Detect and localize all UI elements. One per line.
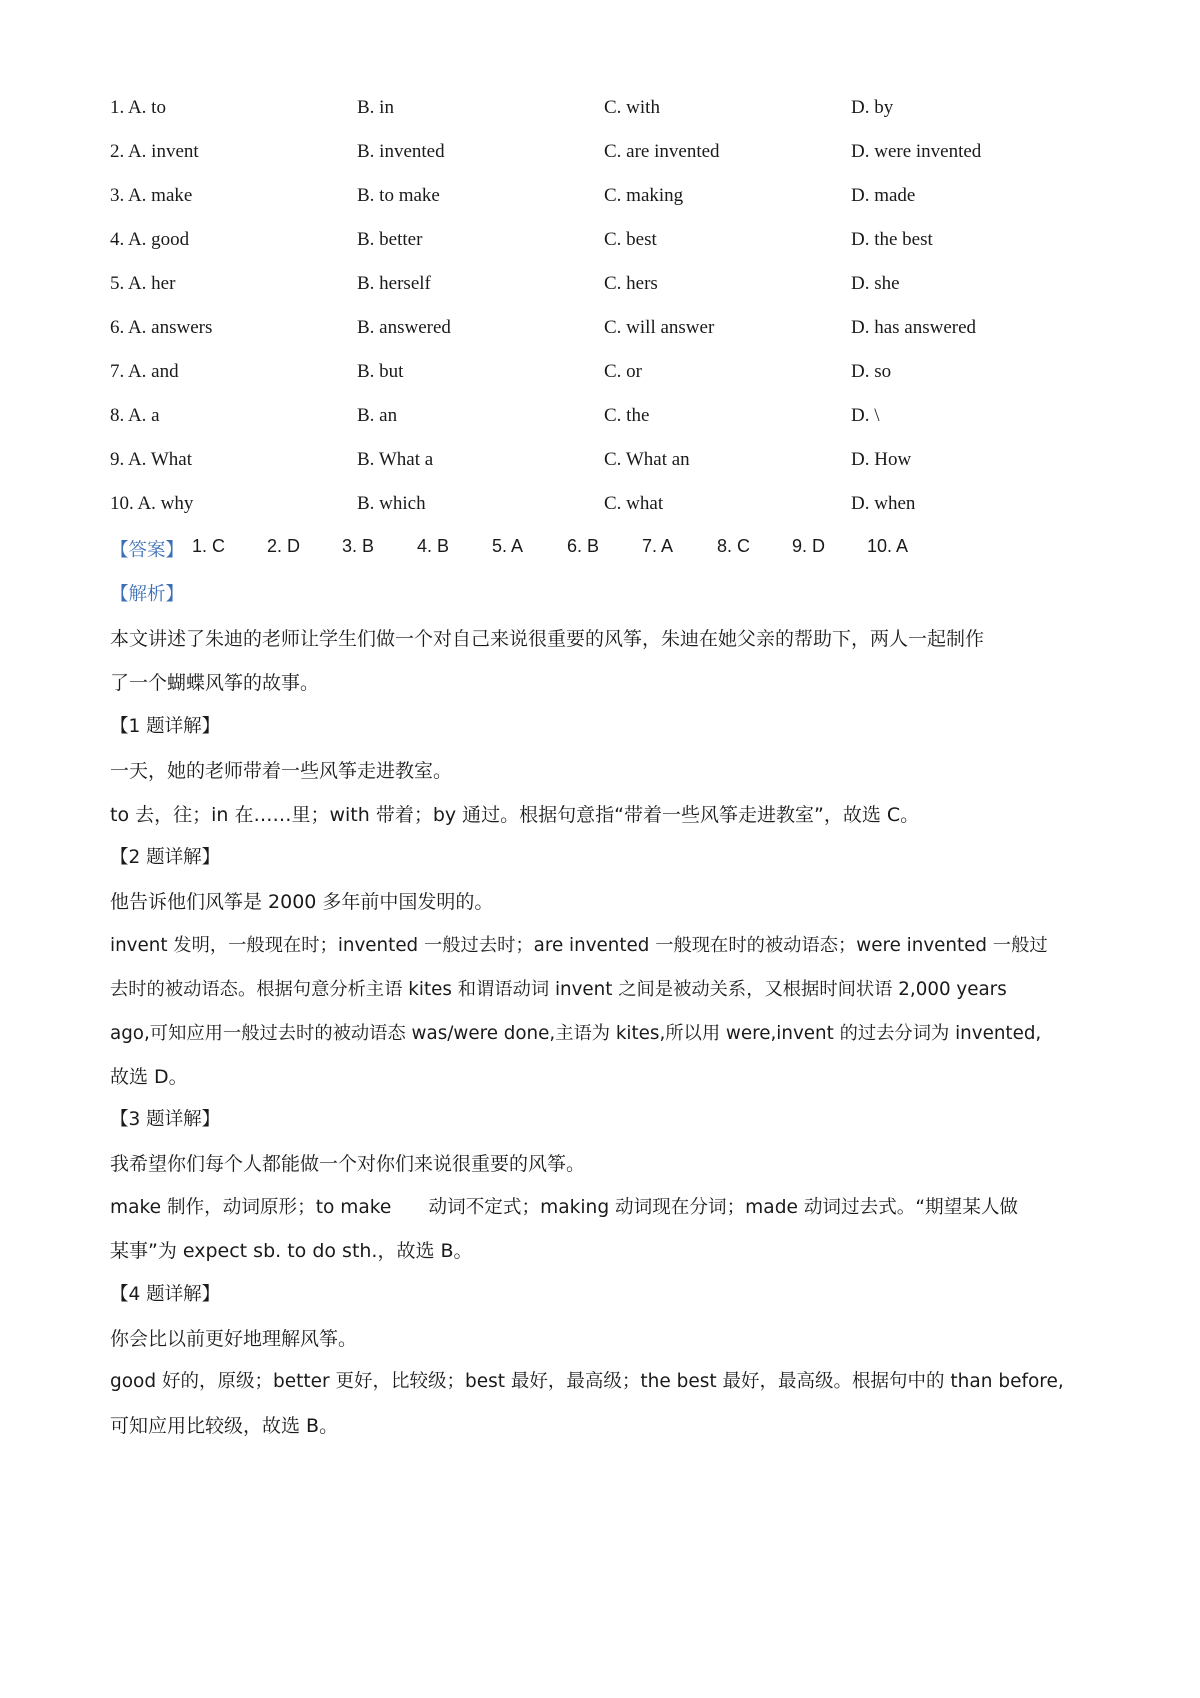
detail-heading: 【2 题详解】 (110, 847, 221, 868)
answer-item: 4. B (417, 536, 450, 556)
option-a: 4. A. good (110, 229, 190, 250)
option-d: D. has answered (851, 317, 977, 338)
option-a: 5. A. her (110, 273, 176, 294)
detail-line: good 好的，原级；better 更好，比较级；best 最好，最高级；the best 最好，最高级。根据句中的 than before, (110, 1371, 1064, 1392)
option-a: 6. A. answers (110, 317, 213, 338)
option-b: B. but (357, 361, 404, 382)
option-c: C. making (604, 185, 684, 206)
answer-item: 1. C (192, 536, 226, 556)
answer-item: 3. B (342, 536, 375, 556)
option-a: 3. A. make (110, 185, 193, 206)
option-b: B. which (357, 493, 426, 514)
detail-line: 他告诉他们风筝是 2000 多年前中国发明的。 (110, 891, 494, 913)
option-c: C. will answer (604, 317, 715, 338)
answer-item: 9. D (792, 536, 826, 556)
option-a: 9. A. What (110, 449, 192, 470)
option-d: D. \ (851, 405, 880, 426)
option-c: C. or (604, 361, 642, 382)
option-d: D. the best (851, 229, 933, 250)
detail-line: 可知应用比较级，故选 B。 (110, 1415, 339, 1437)
option-d: D. made (851, 185, 916, 206)
option-c: C. are invented (604, 141, 720, 162)
option-a: 7. A. and (110, 361, 179, 382)
option-c: C. What an (604, 449, 690, 470)
answer-item: 2. D (267, 536, 301, 556)
option-row (110, 449, 1110, 479)
option-d: D. when (851, 493, 916, 514)
detail-line: 去时的被动语态。根据句意分析主语 kites 和谓语动词 invent 之间是被动关系，又根据时间状语 2,000 years (110, 979, 1007, 1000)
option-c: C. with (604, 97, 660, 118)
option-b: B. What a (357, 449, 434, 470)
option-c: C. what (604, 493, 664, 514)
detail-line: 某事”为 expect sb. to do sth.，故选 B。 (110, 1240, 473, 1262)
detail-line: 故选 D。 (110, 1066, 188, 1088)
option-c: C. hers (604, 273, 658, 294)
option-b: B. better (357, 229, 423, 250)
analysis-summary-line: 本文讲述了朱迪的老师让学生们做一个对自己来说很重要的风筝，朱迪在她父亲的帮助下，两人一起制作 (110, 628, 985, 650)
detail-line: 我希望你们每个人都能做一个对你们来说很重要的风筝。 (110, 1153, 586, 1175)
option-b: B. invented (357, 141, 445, 162)
detail-line: to 去，往；in 在……里；with 带着；by 通过。根据句意指“带着一些风筝走进教室”，故选 C。 (110, 804, 920, 826)
option-d: D. by (851, 97, 894, 118)
option-c: C. best (604, 229, 657, 250)
analysis-summary-line: 了一个蝴蝶风筝的故事。 (110, 672, 320, 694)
option-row (110, 185, 1110, 215)
option-row (110, 317, 1110, 347)
option-row (110, 493, 1110, 523)
option-d: D. How (851, 449, 912, 470)
option-row (110, 229, 1110, 259)
option-b: B. herself (357, 273, 431, 294)
answer-item: 6. B (567, 536, 600, 556)
detail-line: ago,可知应用一般过去时的被动语态 was/were done,主语为 kites,所以用 were,invent 的过去分词为 invented, (110, 1023, 1042, 1044)
detail-line: make 制作，动词原形；to make 动词不定式；making 动词现在分词；made 动词过去式。“期望某人做 (110, 1197, 1019, 1218)
option-b: B. answered (357, 317, 451, 338)
option-b: B. an (357, 405, 398, 426)
detail-heading: 【4 题详解】 (110, 1284, 221, 1305)
answer-item: 10. A (867, 536, 909, 556)
option-a: 8. A. a (110, 405, 160, 426)
answer-label: 【答案】 (110, 540, 185, 561)
option-c: C. the (604, 405, 650, 426)
option-a: 2. A. invent (110, 141, 199, 162)
option-d: D. were invented (851, 141, 982, 162)
option-row (110, 141, 1110, 171)
option-d: D. she (851, 273, 900, 294)
option-d: D. so (851, 361, 892, 382)
detail-line: invent 发明，一般现在时；invented 一般过去时；are invented 一般现在时的被动语态；were invented 一般过 (110, 935, 1048, 956)
answer-item: 8. C (717, 536, 751, 556)
answer-item: 5. A (492, 536, 524, 556)
option-b: B. in (357, 97, 394, 118)
option-row (110, 97, 1110, 127)
detail-heading: 【3 题详解】 (110, 1109, 221, 1130)
detail-line: 一天，她的老师带着一些风筝走进教室。 (110, 760, 453, 782)
option-row (110, 405, 1110, 435)
answer-row (110, 536, 1100, 566)
detail-heading: 【1 题详解】 (110, 716, 221, 737)
option-b: B. to make (357, 185, 440, 206)
answer-item: 7. A (642, 536, 674, 556)
option-a: 10. A. why (110, 493, 194, 514)
analysis-label: 【解析】 (110, 584, 185, 605)
option-row (110, 361, 1110, 391)
option-a: 1. A. to (110, 97, 166, 118)
detail-line: 你会比以前更好地理解风筝。 (110, 1328, 358, 1350)
option-row (110, 273, 1110, 303)
